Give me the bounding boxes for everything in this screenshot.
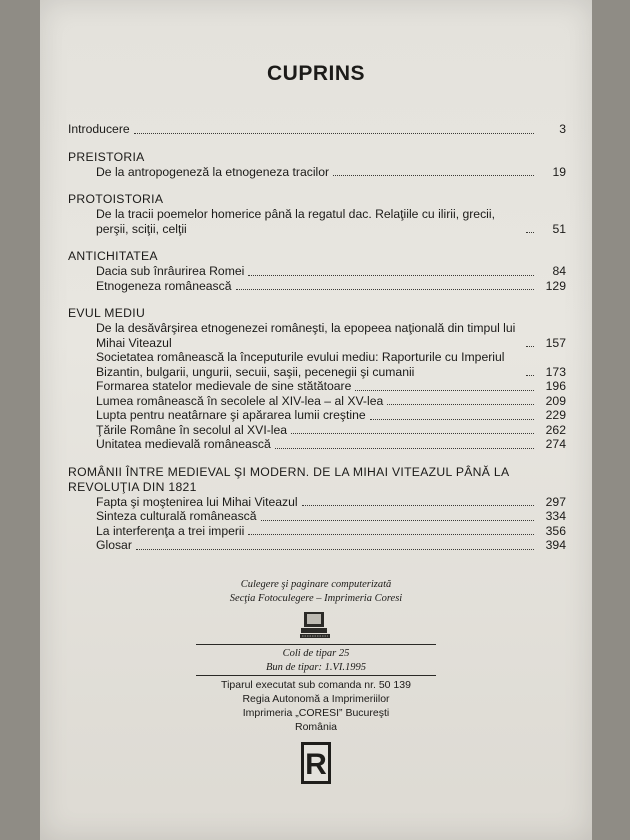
leader-dots [136, 549, 534, 550]
leader-dots [236, 289, 534, 290]
toc-entry-label: Formarea statelor medievale de sine stătătoare [96, 379, 352, 393]
toc-entry-page: 297 [545, 494, 566, 509]
toc-entry-label: Ţările Române în secolul al XVI-lea [96, 422, 288, 437]
print-info-box [196, 644, 436, 675]
toc-entry-label: Etnogeneza românească [96, 278, 232, 293]
leader-dots [302, 505, 534, 506]
toc-entry [68, 538, 566, 553]
leader-dots [526, 346, 534, 347]
leader-dots [134, 133, 534, 134]
imprint-line-1: Culegere şi paginare computerizată [240, 579, 392, 590]
toc-entry-label: Introducere [68, 122, 130, 136]
toc-entry-page: 173 [545, 364, 566, 379]
tara-line: România [294, 721, 338, 733]
toc-entry-label: Societatea românească la începuturile evului mediu: Raporturile cu Imperiul Bizantin, bulgarii, ungurii, secuii, saşii, pecenegii şi cumanii [96, 350, 505, 379]
toc-entry-page: 274 [545, 437, 566, 451]
section-title: EVUL MEDIU [68, 306, 146, 320]
toc-entry-page: 334 [545, 509, 566, 523]
toc-entry-page: 3 [559, 122, 566, 136]
toc-entry-page: 51 [552, 221, 566, 236]
computer-icon [298, 610, 334, 640]
toc-entry [68, 321, 566, 350]
imprimeria-line: Imprimeria „CORESI” Bucureşti [242, 707, 390, 719]
toc-entry [68, 379, 566, 394]
leader-dots [526, 375, 534, 376]
section-title: ANTICHITATEA [68, 249, 158, 263]
toc-entry-label: Fapta şi moştenirea lui Mihai Viteazul [96, 494, 298, 509]
toc-entry [68, 524, 566, 539]
toc-entry [68, 122, 566, 137]
toc-entry-label: Lumea românească în secolele al XIV-lea – al XV-lea [96, 393, 384, 408]
leader-dots [355, 390, 534, 391]
page-title: CUPRINS [266, 62, 365, 85]
coresi-logo-icon [299, 740, 333, 786]
toc-entry [68, 350, 566, 379]
coli-de-tipar: Coli de tipar 25 [282, 648, 350, 659]
toc-entry-page: 229 [545, 408, 566, 422]
toc-entry [68, 495, 566, 510]
leader-dots [291, 433, 534, 434]
table-of-contents [68, 122, 566, 553]
leader-dots [333, 175, 534, 176]
toc-entry-page: 356 [545, 523, 566, 538]
section-title: ROMÂNII ÎNTRE MEDIEVAL ŞI MODERN. DE LA MIHAI VITEAZUL PÂNĂ LA REVOLUŢIA DIN 1821 [68, 464, 509, 494]
leader-dots [261, 520, 534, 521]
leader-dots [387, 404, 534, 405]
imprint-block [40, 578, 592, 786]
bun-de-tipar: Bun de tipar: 1.VI.1995 [265, 662, 367, 673]
toc-entry [68, 423, 566, 438]
leader-dots [370, 419, 534, 420]
toc-entry [68, 264, 566, 279]
toc-entry-page: 84 [552, 264, 566, 278]
toc-entry-label: Sinteza culturală românească [96, 509, 257, 523]
toc-entry-page: 196 [545, 379, 566, 393]
printer-info-box [196, 675, 436, 734]
logo-letter: R [305, 748, 327, 781]
toc-entry [68, 408, 566, 423]
toc-entry [68, 165, 566, 180]
toc-entry-label: Lupta pentru neatârnare şi apărarea lumii creştine [96, 408, 366, 422]
toc-entry-label: Dacia sub înrâurirea Romei [96, 264, 245, 278]
toc-entry-page: 129 [545, 278, 566, 293]
toc-entry [68, 394, 566, 409]
toc-entry-label: De la tracii poemelor homerice până la regatul dac. Relaţiile cu ilirii, grecii, perşii, sciţii, celţii [96, 207, 495, 236]
toc-entry-label: Glosar [96, 538, 132, 552]
tiparul-line: Tiparul executat sub comanda nr. 50 139 [221, 679, 411, 691]
leader-dots [526, 232, 534, 233]
toc-entry-page: 157 [545, 335, 566, 350]
toc-entry-page: 19 [552, 164, 566, 179]
imprint-line-2: Secţia Fotoculegere – Imprimeria Coresi [229, 593, 403, 604]
regia-line: Regia Autonomă a Imprimeriilor [242, 693, 390, 705]
leader-dots [275, 448, 534, 449]
toc-entry-label: De la antropogeneză la etnogeneza tracilor [96, 164, 330, 179]
toc-entry-page: 394 [545, 538, 566, 552]
toc-entry-label: De la desăvârşirea etnogenezei româneşti, la epopeea naţională din timpul lui Mihai Viteazul [96, 321, 516, 350]
toc-entry [68, 509, 566, 524]
leader-dots [248, 275, 534, 276]
toc-entry-page: 262 [545, 422, 566, 437]
section-title: PROTOISTORIA [68, 192, 164, 206]
toc-entry [68, 207, 566, 236]
toc-entry [68, 437, 566, 452]
toc-entry [68, 279, 566, 294]
toc-entry-page: 209 [545, 393, 566, 408]
toc-entry-label: La interferenţa a trei imperii [96, 523, 245, 538]
section-title: PREISTORIA [68, 149, 145, 164]
leader-dots [248, 534, 534, 535]
toc-entry-label: Unitatea medievală românească [96, 437, 271, 451]
book-page [40, 0, 592, 840]
